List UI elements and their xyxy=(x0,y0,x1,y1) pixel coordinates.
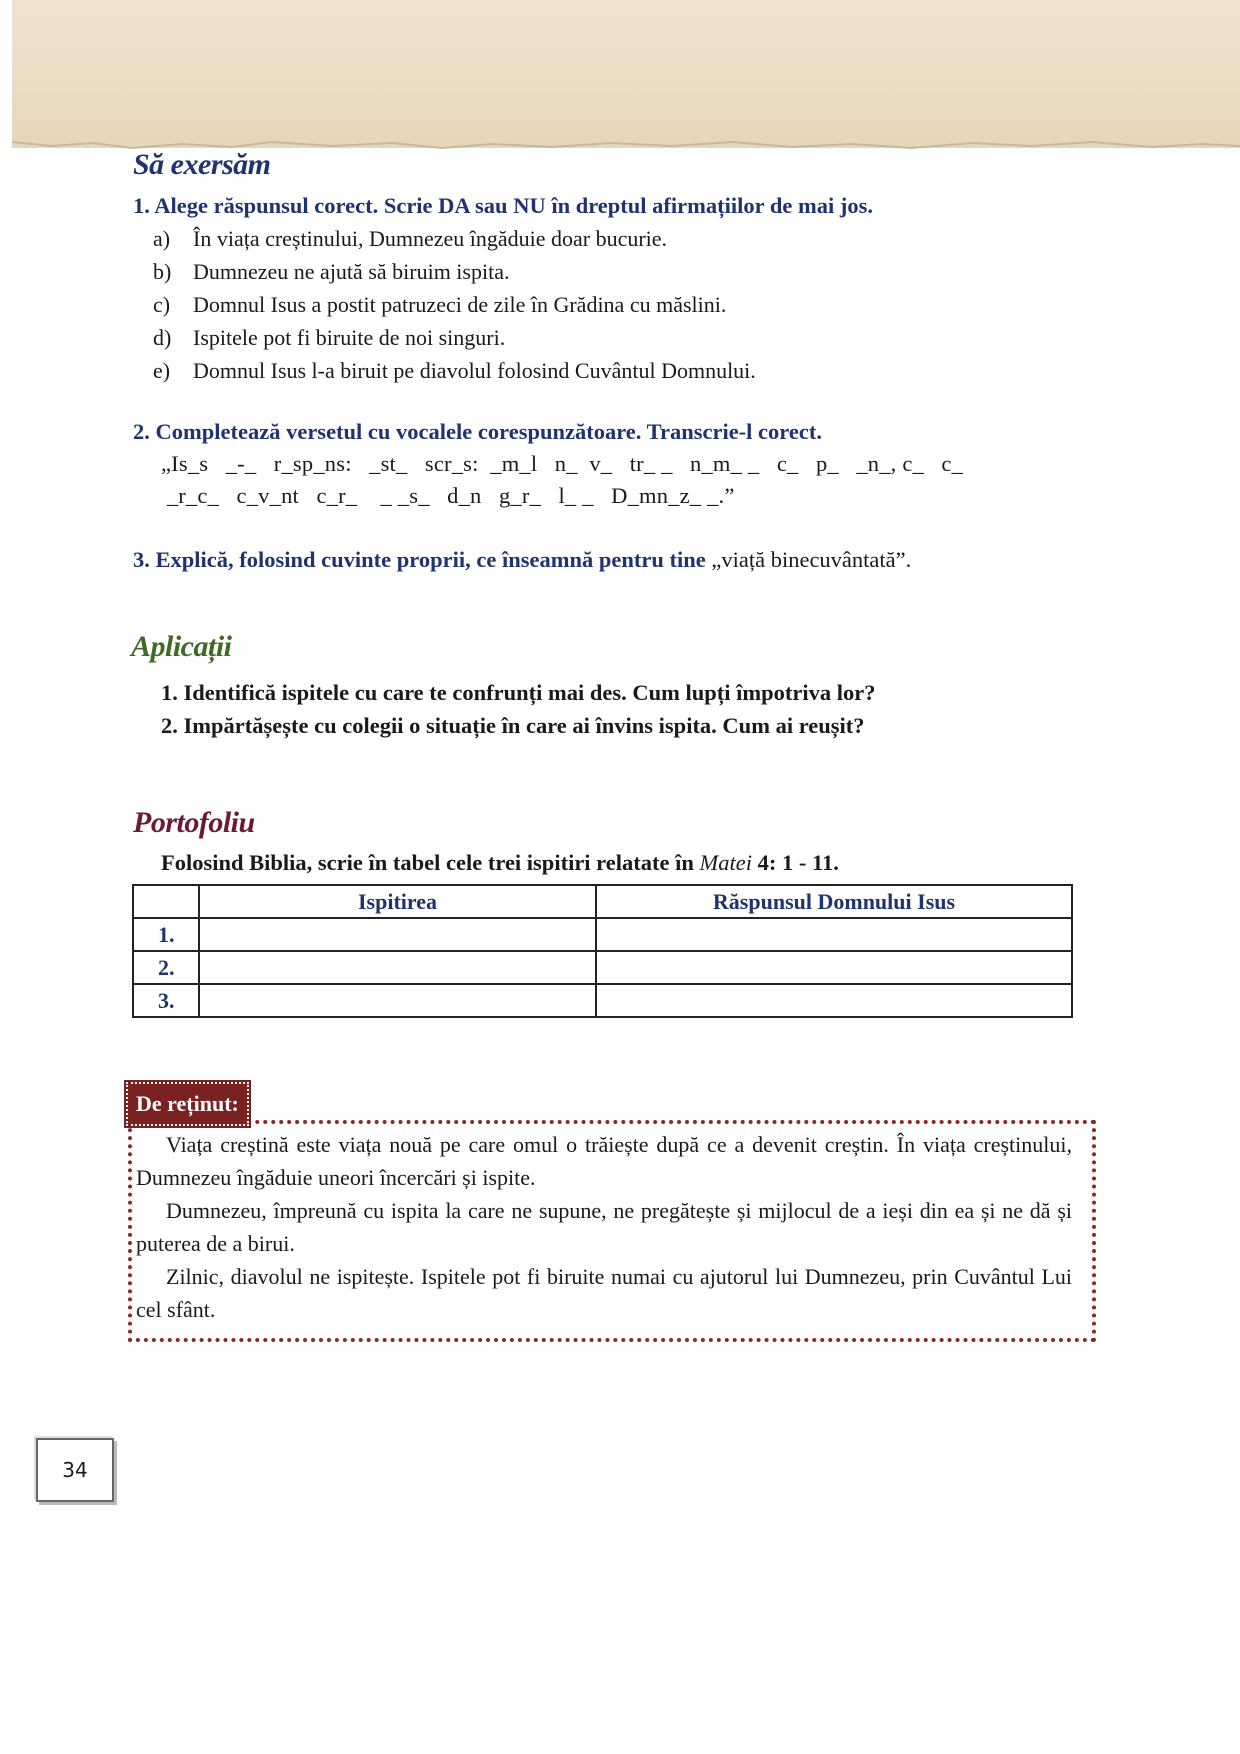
row-number: 2. xyxy=(133,951,199,984)
retinut-paragraph: Zilnic, diavolul ne ispitește. Ispitele pot fi biruite numai cu ajutorul lui Dumnezeu, prin Cuvântul Lui cel sfânt. xyxy=(136,1264,1072,1322)
section-heading-aplicatii: Aplicații xyxy=(131,630,232,663)
ispitirea-cell[interactable] xyxy=(199,984,596,1017)
list-item: c) Domnul Isus a postit patruzeci de zile în Grădina cu măslini. xyxy=(153,292,727,317)
list-item: e) Domnul Isus l-a biruit pe diavolul folosind Cuvântul Domnului. xyxy=(153,358,756,383)
retinut-box xyxy=(128,1120,1096,1342)
exercise-2-title: 2. Completează versetul cu vocalele corespunzătoare. Transcrie-l corect. xyxy=(133,419,822,444)
table-header-raspuns: Răspunsul Domnului Isus xyxy=(596,885,1072,918)
exercise-3-quote: „viață binecuvântată”. xyxy=(705,547,912,572)
retinut-paragraph: Viața creștină este viața nouă pe care omul o trăiește după ce a devenit creștin. În viața creștinului, Dumnezeu îngăduie uneori încercări și ispite. xyxy=(136,1132,1072,1190)
page-number: 34 xyxy=(36,1438,114,1502)
table-header-ispitirea: Ispitirea xyxy=(199,885,596,918)
verse-line-2: _r_c_ c_v_nt c_r_ _ _s_ d_n g_r_ l_ _ D_mn_z_ _.” xyxy=(161,483,735,508)
exercise-1-title: 1. Alege răspunsul corect. Scrie DA sau NU în dreptul afirmațiilor de mai jos. xyxy=(133,193,873,218)
list-item: 2. Impărtășește cu colegii o situație în care ai învins ispita. Cum ai reușit? xyxy=(161,713,865,738)
portofoliu-instruction: Folosind Biblia, scrie în tabel cele trei ispitiri relatate în Matei 4: 1 - 11. xyxy=(161,850,839,875)
exercise-3 xyxy=(133,544,1133,576)
list-item: d) Ispitele pot fi biruite de noi singuri. xyxy=(153,325,506,350)
section-heading-portofoliu: Portofoliu xyxy=(133,806,255,839)
book-name: Matei xyxy=(699,850,752,875)
retinut-label: De reținut: xyxy=(126,1082,249,1126)
list-item: b) Dumnezeu ne ajută să biruim ispita. xyxy=(153,259,510,284)
table-header-empty xyxy=(133,885,199,918)
raspuns-cell[interactable] xyxy=(596,984,1072,1017)
raspuns-cell[interactable] xyxy=(596,951,1072,984)
table-row xyxy=(133,951,1072,984)
portofoliu-table xyxy=(132,884,1073,1018)
exercise-3-title: 3. Explică, folosind cuvinte proprii, ce înseamnă pentru tine xyxy=(133,547,706,572)
table-row xyxy=(133,918,1072,951)
table-row xyxy=(133,984,1072,1017)
retinut-paragraph: Dumnezeu, împreună cu ispita la care ne supune, ne pregătește și mijlocul de a ieși din ea și ne dă și puterea de a birui. xyxy=(136,1198,1072,1256)
section-heading-exersam: Să exersăm xyxy=(133,148,271,181)
table-header-row xyxy=(133,885,1072,918)
list-item: a) În viața creștinului, Dumnezeu îngăduie doar bucurie. xyxy=(153,226,668,251)
torn-paper-header xyxy=(12,0,1240,148)
aplicatii-list xyxy=(161,676,1121,742)
row-number: 3. xyxy=(133,984,199,1017)
verse-line-1: „Is_s _-_ r_sp_ns: _st_ scr_s: _m_l n_ v_ tr_ _ n_m_ _ c_ p_ _n_, c_ c_ xyxy=(161,451,964,476)
ispitirea-cell[interactable] xyxy=(199,951,596,984)
row-number: 1. xyxy=(133,918,199,951)
ispitirea-cell[interactable] xyxy=(199,918,596,951)
exercise-1 xyxy=(133,190,1133,387)
exercise-2 xyxy=(133,416,1133,512)
list-item: 1. Identifică ispitele cu care te confrunți mai des. Cum lupți împotriva lor? xyxy=(161,680,876,705)
raspuns-cell[interactable] xyxy=(596,918,1072,951)
exercise-1-items xyxy=(133,222,1133,387)
